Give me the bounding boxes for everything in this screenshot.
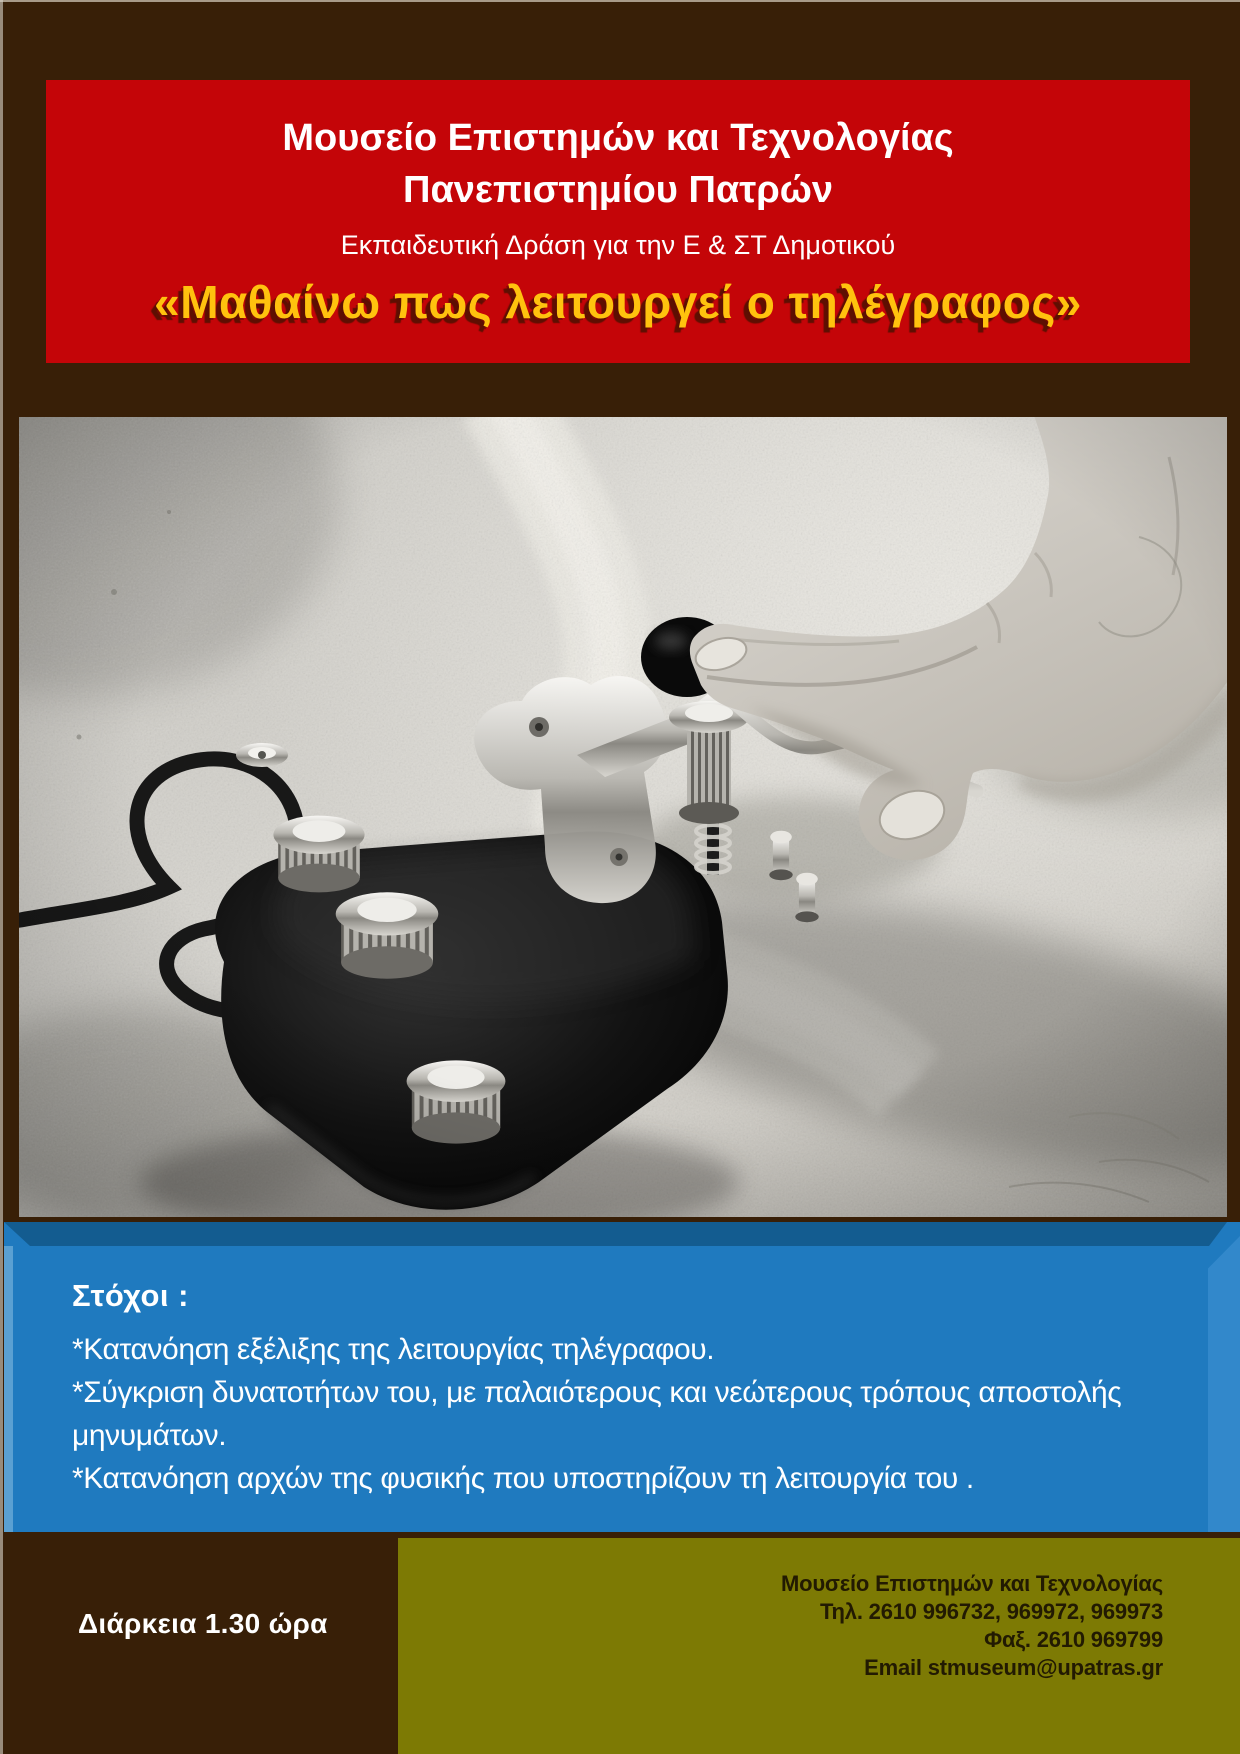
museum-title-line1: Μουσείο Επιστημών και Τεχνολογίας xyxy=(282,117,954,159)
top-edge-line xyxy=(0,0,1240,2)
activity-slogan: «Μαθαίνω πως λειτουργεί ο τηλέγραφος» xyxy=(154,276,1082,328)
text-line: *Κατανόηση αρχών της φυσικής που υποστηρίζουν τη λειτουργία του . xyxy=(72,1462,974,1495)
contact-panel xyxy=(398,1538,1240,1754)
text-line: *Κατανόηση εξέλιξης της λειτουργίας τηλέγραφου. xyxy=(72,1333,715,1366)
photo-vignette xyxy=(19,417,1227,1217)
text-line: μηνυμάτων. xyxy=(72,1419,227,1452)
header-subtitle: Εκπαιδευτική Δράση για την Ε & ΣΤ Δημοτικού xyxy=(340,230,896,260)
contact-info xyxy=(781,1570,1163,1682)
duration-label: Διάρκεια 1.30 ώρα xyxy=(78,1608,328,1639)
objectives-heading: Στόχοι : xyxy=(72,1278,189,1313)
text-line: Μουσείο Επιστημών και Τεχνολογίας xyxy=(780,1571,1163,1596)
objectives-panel-top-bevel xyxy=(4,1222,1227,1246)
objectives-list xyxy=(72,1328,1184,1500)
telegraph-photo xyxy=(19,417,1227,1217)
objectives-content xyxy=(72,1278,1184,1500)
objectives-panel-left-bevel xyxy=(4,1246,13,1532)
museum-title-line2: Πανεπιστημίου Πατρών xyxy=(403,169,833,211)
header-banner xyxy=(46,80,1190,363)
text-line: Τηλ. 2610 996732, 969972, 969973 xyxy=(819,1599,1163,1624)
objectives-panel xyxy=(4,1222,1240,1532)
text-line: Φαξ. 2610 969799 xyxy=(984,1627,1163,1652)
text-line: *Σύγκριση δυνατοτήτων του, με παλαιότερους και νεώτερους τρόπους αποστολής xyxy=(72,1376,1122,1409)
text-line: Email stmuseum@upatras.gr xyxy=(864,1655,1163,1680)
objectives-panel-right-bevel xyxy=(1208,1236,1240,1532)
left-edge-line xyxy=(0,0,3,1754)
